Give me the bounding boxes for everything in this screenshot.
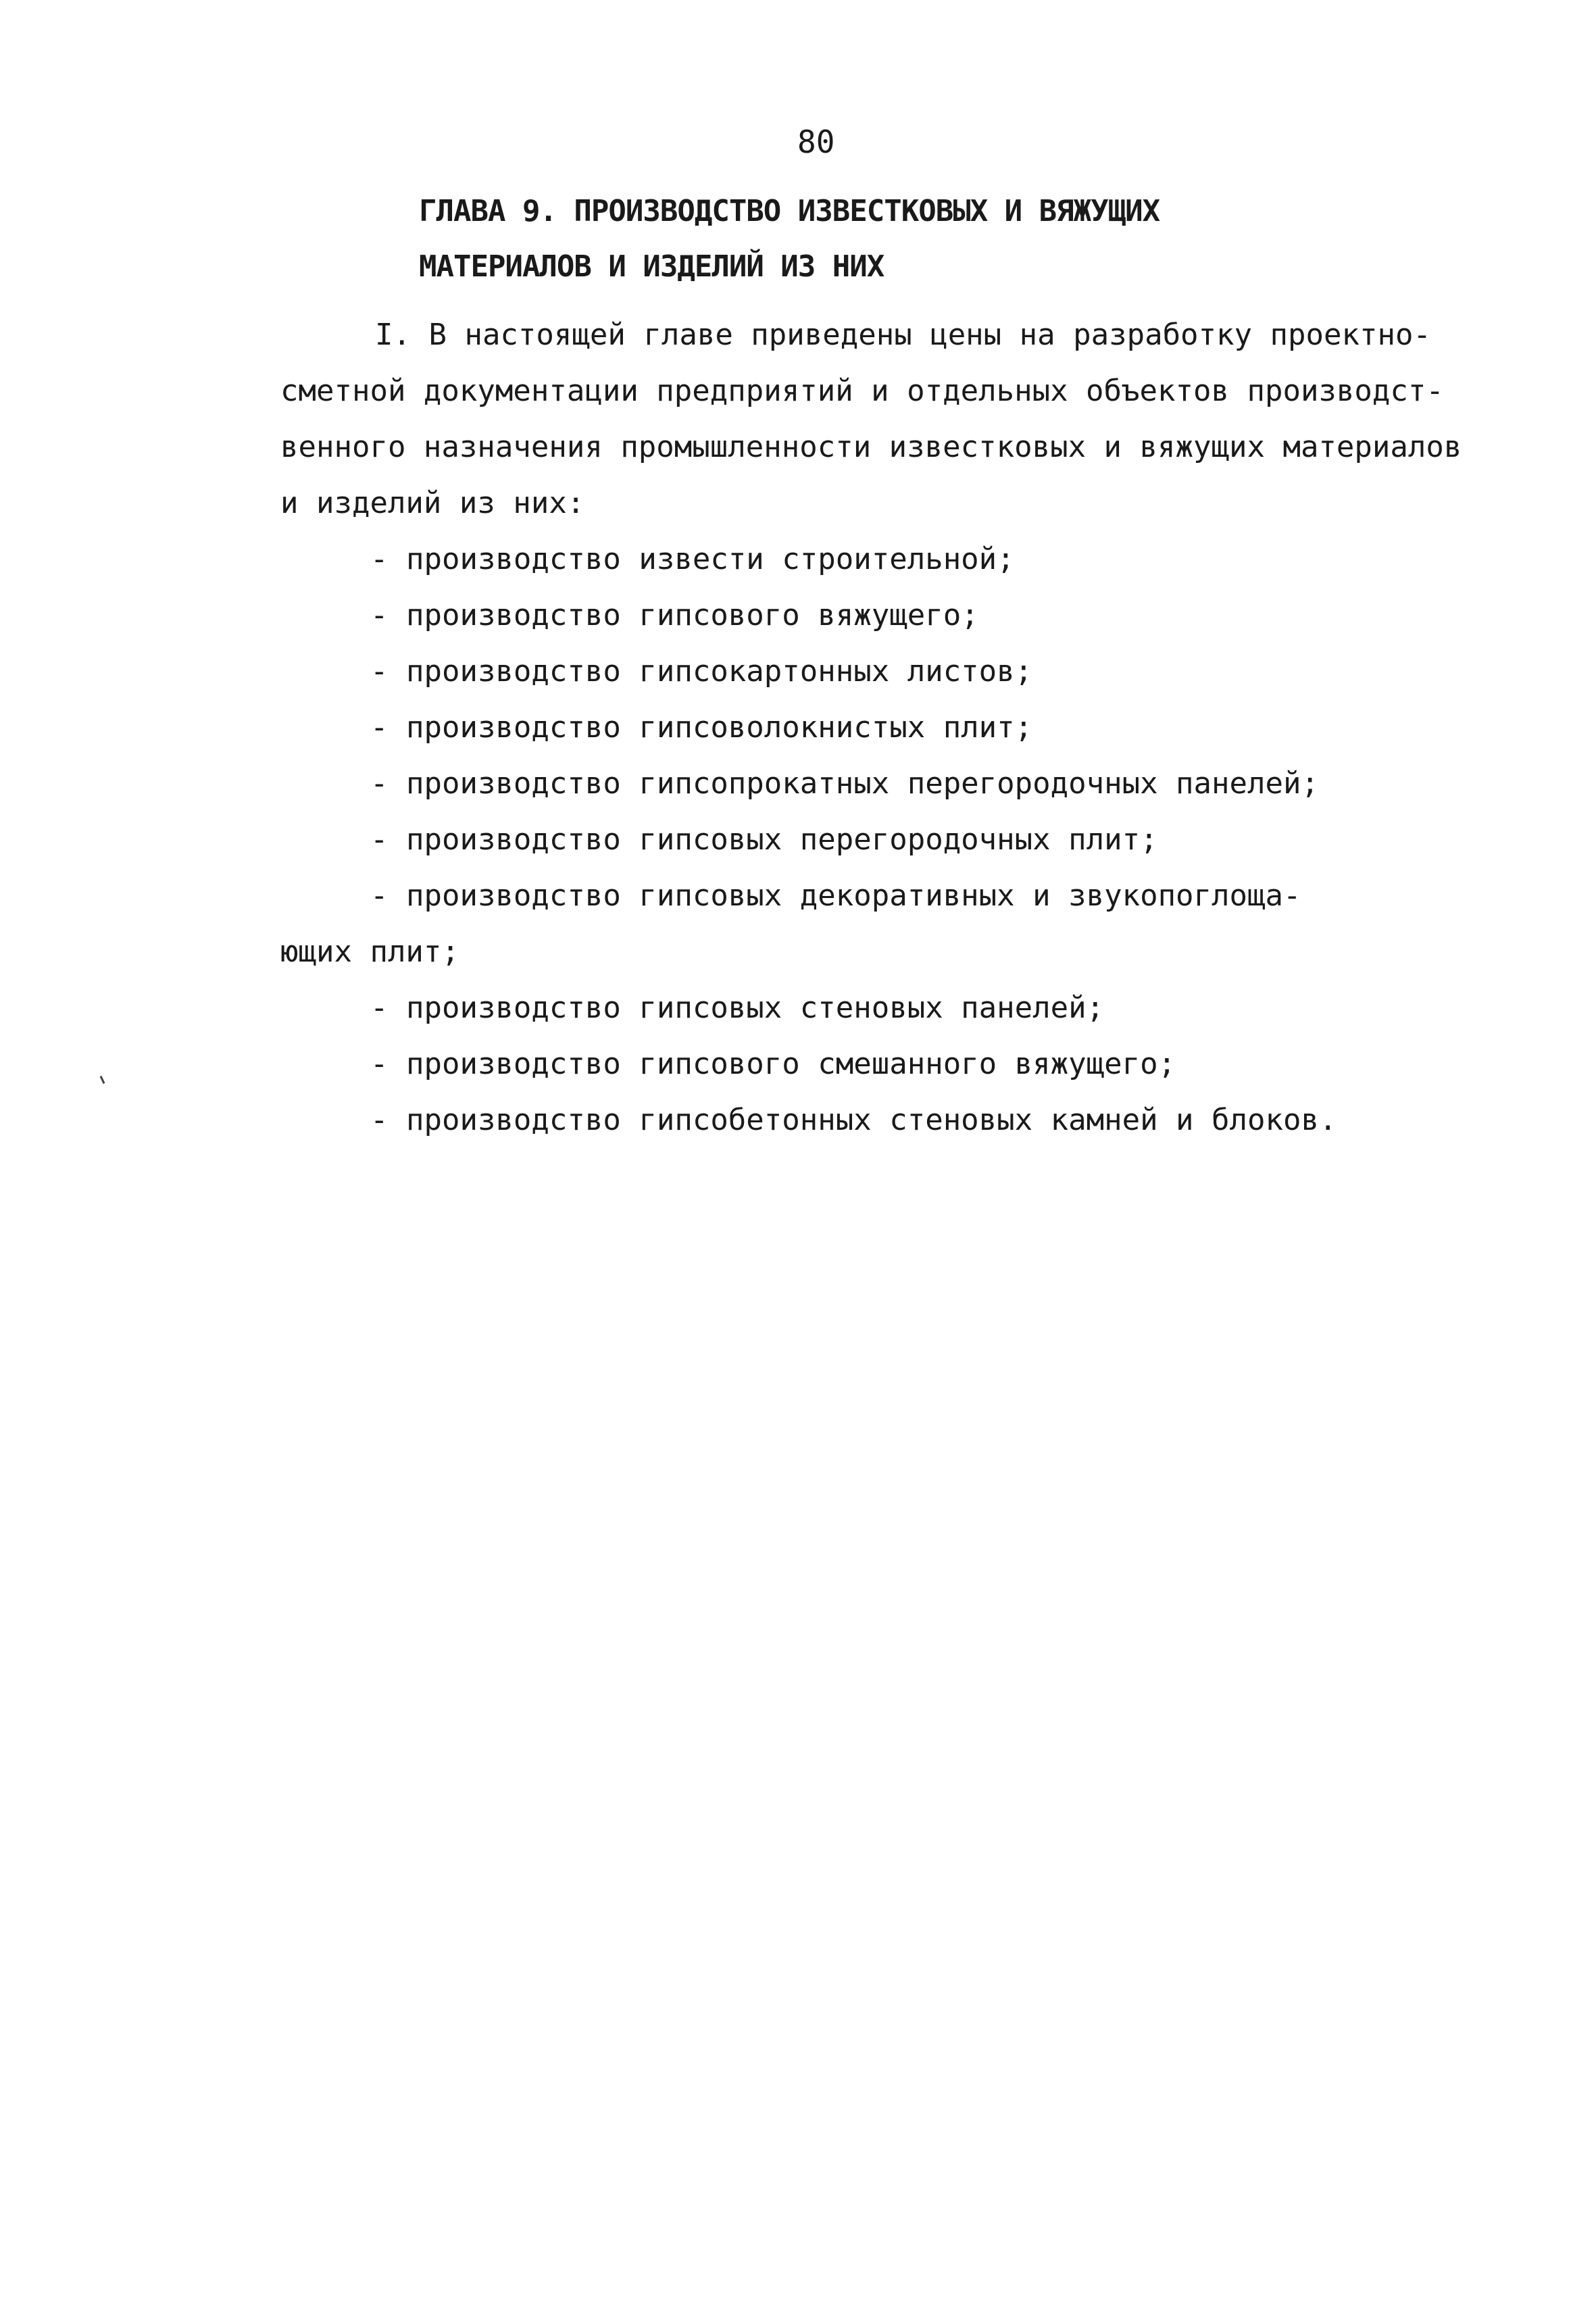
list-item: - производство гипсовых декоративных и звукопоглоща- (370, 878, 1301, 913)
paragraph-line-2: сметной документации предприятий и отдельных объектов производст- (280, 374, 1444, 408)
list-item: - производство гипсового вяжущего; (370, 598, 979, 632)
paragraph-line-3: венного назначения промышленности известковых и вяжущих материалов (280, 430, 1462, 464)
list-item: - производство гипсобетонных стеновых камней и блоков. (370, 1103, 1337, 1137)
page-number: 80 (797, 124, 835, 160)
paragraph-line-4: и изделий из них: (280, 486, 585, 520)
list-item: - производство гипсокартонных листов; (370, 654, 1033, 689)
chapter-title-line-1: ГЛАВА 9. ПРОИЗВОДСТВО ИЗВЕСТКОВЫХ И ВЯЖУЩИХ (419, 194, 1160, 228)
list-item: - производство гипсопрокатных перегородочных панелей; (370, 766, 1319, 801)
list-item: - производство гипсового смешанного вяжущего; (370, 1047, 1176, 1081)
scan-speck (100, 1076, 105, 1084)
list-item: - производство гипсоволокнистых плит; (370, 710, 1033, 745)
list-item-continuation: ющих плит; (280, 935, 459, 969)
chapter-title-line-2: МАТЕРИАЛОВ И ИЗДЕЛИЙ ИЗ НИХ (419, 249, 884, 284)
list-item: - производство извести строительной; (370, 542, 1015, 576)
list-item: - производство гипсовых перегородочных плит; (370, 822, 1158, 857)
paragraph-line-1: I. В настоящей главе приведены цены на разработку проектно- (375, 318, 1431, 352)
chapter-title (419, 184, 1365, 295)
list-item: - производство гипсовых стеновых панелей; (370, 991, 1105, 1025)
